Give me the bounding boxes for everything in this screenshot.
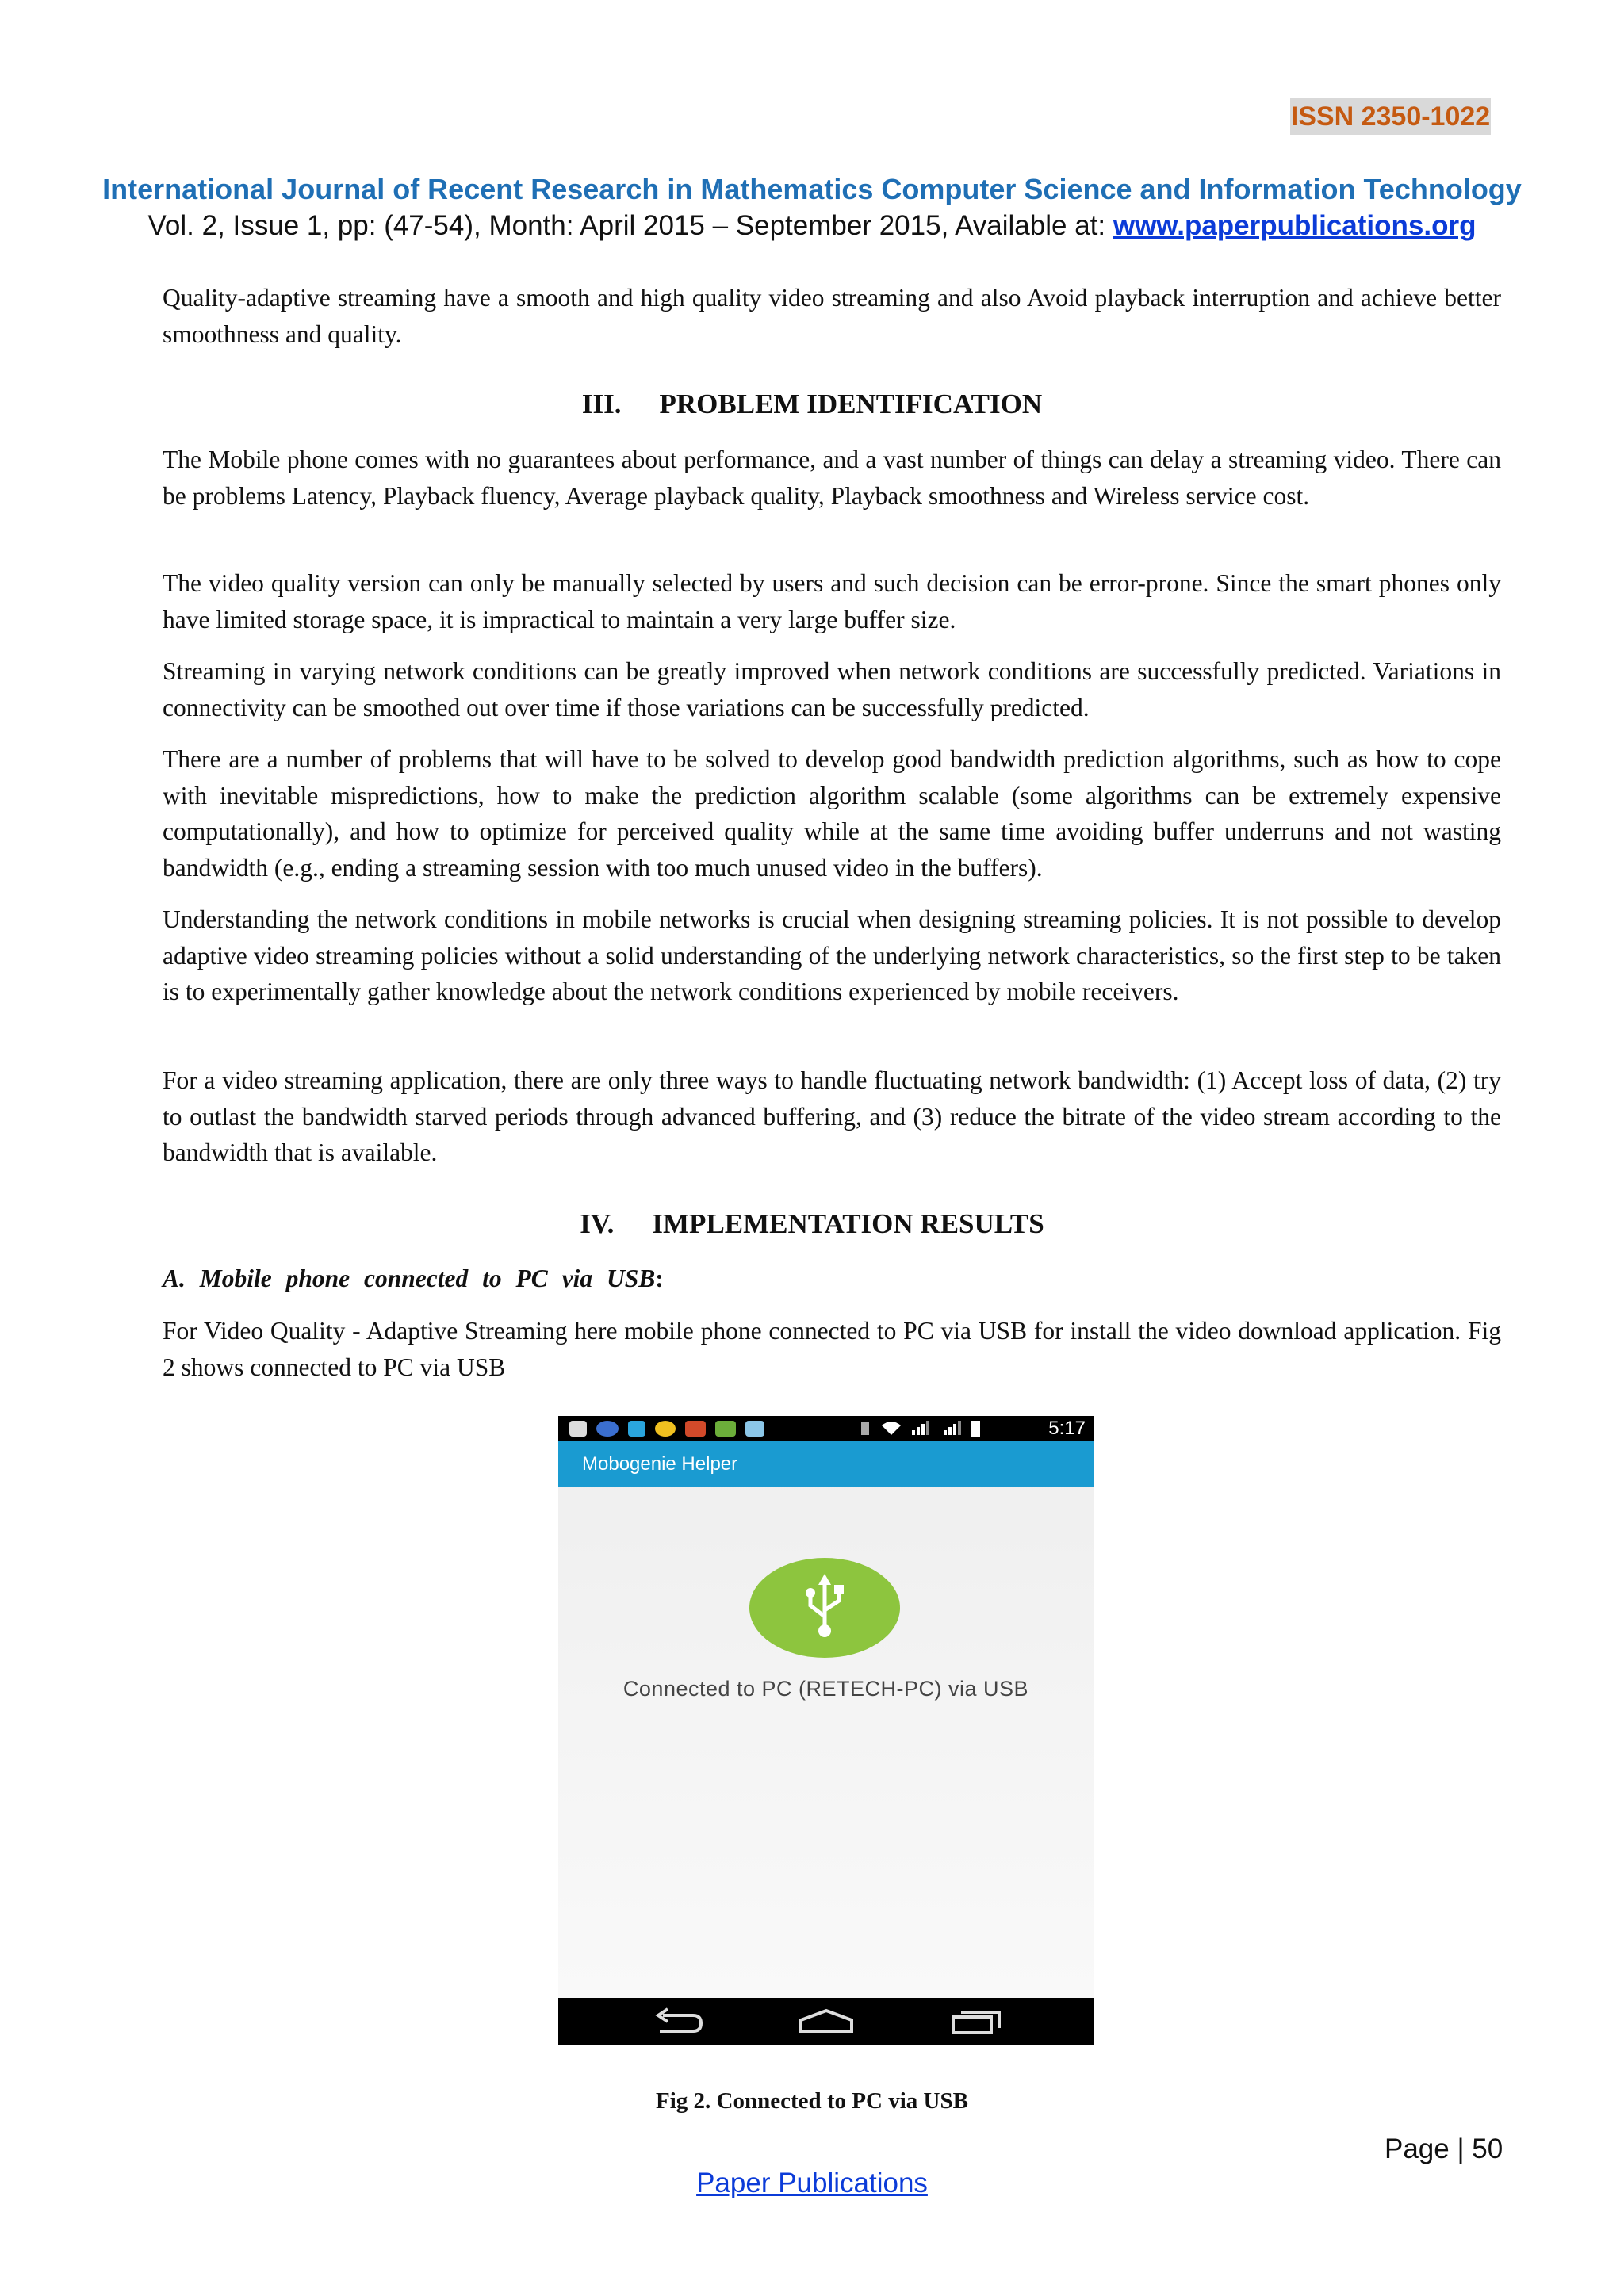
figure-caption: Fig 2. Connected to PC via USB <box>656 2088 968 2114</box>
paragraph: Streaming in varying network conditions can be greatly improved when network conditions are successfully predicted. Variations in connectivity can be smoothed out over time if those variations can be successfully predicted. <box>163 657 1501 721</box>
home-icon[interactable] <box>798 2007 855 2036</box>
paragraph: Understanding the network conditions in mobile networks is crucial when designing streaming policies. It is not possible to develop adaptive video streaming policies without a solid understanding of the underlying network characteristics, so the first step to be taken is to experimentally gather knowledge about the network conditions experienced by mobile receivers. <box>163 905 1501 1005</box>
paragraph: There are a number of problems that will have to be solved to develop good bandwidth prediction algorithms, such as how to cope with inevitable mispredictions, how to make the prediction algorithm scalable (some algorithms can be extremely expensive computationally), and how to optimize for perceived quality while at the same time avoiding buffer underruns and not wasting bandwidth (e.g., ending a streaming session with too much unused video in the buffers). <box>163 745 1501 882</box>
section-heading-implementation-results <box>0 1206 1624 1242</box>
status-time: 5:17 <box>1048 1418 1086 1439</box>
signal-icons <box>860 1419 1018 1438</box>
connection-status-text: Connected to PC (RETECH-PC) via USB <box>622 1677 1029 1701</box>
journal-info-text: Vol. 2, Issue 1, pp: (47-54), Month: April 2015 – September 2015, Available at: <box>147 210 1113 241</box>
intro-paragraph: Quality-adaptive streaming have a smooth and high quality video streaming and also Avoid playback interruption and achieve better smoothness and quality. <box>163 284 1501 348</box>
app-bar <box>558 1441 1094 1487</box>
notification-icon <box>685 1421 706 1437</box>
issn-badge: ISSN 2350-1022 <box>1290 98 1491 135</box>
recent-apps-icon[interactable] <box>950 2007 1002 2036</box>
notification-icon <box>655 1421 676 1437</box>
back-icon[interactable] <box>652 2007 704 2036</box>
navigation-bar <box>558 1998 1094 2045</box>
section-heading-problem-identification <box>0 386 1624 423</box>
notification-icon <box>569 1421 587 1437</box>
section-number: IV. <box>580 1208 615 1239</box>
publisher-link[interactable]: Paper Publications <box>696 2168 928 2198</box>
notification-icon <box>715 1421 736 1437</box>
journal-url-link[interactable]: www.paperpublications.org <box>1113 210 1477 241</box>
subsection-colon: : <box>655 1265 664 1292</box>
paragraph: For Video Quality - Adaptive Streaming here mobile phone connected to PC via USB for install the video download application. Fig 2 shows connected to PC via USB <box>163 1317 1501 1381</box>
notification-icon <box>628 1421 645 1437</box>
status-bar <box>558 1416 1094 1441</box>
section-title: IMPLEMENTATION RESULTS <box>652 1208 1044 1239</box>
journal-info <box>0 208 1624 244</box>
app-title: Mobogenie Helper <box>582 1453 738 1475</box>
paragraph: The Mobile phone comes with no guarantees about performance, and a vast number of things can delay a streaming video. There can be problems Latency, Playback fluency, Average playback quality, Playback smoothness and Wireless service cost. <box>163 446 1501 510</box>
notification-icon <box>596 1421 619 1437</box>
section-title: PROBLEM IDENTIFICATION <box>659 388 1043 419</box>
notification-icon <box>745 1421 764 1437</box>
usb-icon <box>749 1558 900 1658</box>
phone-screenshot <box>558 1416 1094 2045</box>
paragraph: For a video streaming application, there are only three ways to handle fluctuating network bandwidth: (1) Accept loss of data, (2) try to outlast the bandwidth starved periods through advanced buffering, and (3) reduce the bitrate of the video stream according to the bandwidth that is available. <box>163 1066 1501 1166</box>
journal-title: International Journal of Recent Research in Mathematics Computer Science and Information Technology <box>102 173 1522 205</box>
section-number: III. <box>581 388 622 419</box>
subsection-label: A. Mobile phone connected to PC via USB <box>163 1265 656 1292</box>
paragraph: The video quality version can only be manually selected by users and such decision can be error-prone. Since the smart phones only have limited storage space, it is impractical to maintain a very large buffer size. <box>163 569 1501 633</box>
publisher-footer <box>0 2165 1624 2202</box>
page-number: Page | 50 <box>1385 2133 1503 2164</box>
subsection-heading <box>163 1261 664 1297</box>
